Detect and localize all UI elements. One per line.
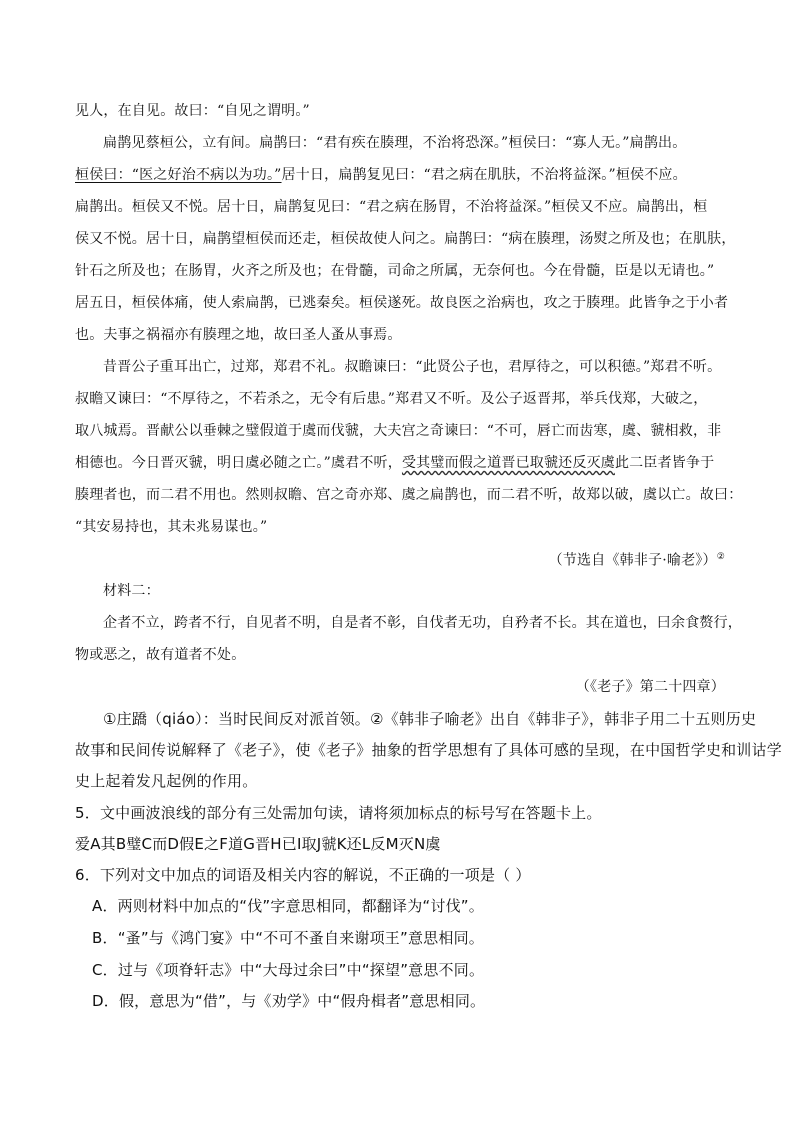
- material2-line-2: 物或恶之，故有道者不处。: [75, 647, 246, 663]
- question-6-option-c: C．过与《项脊轩志》中“大母过余曰”中“探望”意思不同。: [92, 961, 485, 979]
- material1-line-9: 昔晋公子重耳出亡，过郑，郑君不礼。叔瞻谏曰：“此贤公子也，君厚待之，可以积德。”郑君不听。: [103, 359, 722, 375]
- material1-line-14: “其安易持也，其未兆易谋也。”: [75, 519, 268, 535]
- material1-line-8: 也。夫事之祸福亦有腠理之地，故曰圣人蚤从事焉。: [75, 327, 402, 343]
- question-5-stem: 5．文中画波浪线的部分有三处需加句读，请将须加标点的标号写在答题卡上。: [75, 804, 602, 822]
- source-citation-1: [75, 547, 725, 571]
- underlined-sentence: 桓侯曰：“医之好治不病以为功。”: [75, 167, 282, 183]
- material1-line-3: [75, 165, 725, 185]
- question-6-option-b: B．“蚤”与《鸿门宴》中“不可不蚤自来谢项王”意思相同。: [92, 929, 484, 947]
- wavy-underlined-passage: 受其璧而假之道晋已取虢还反灭虞: [401, 455, 615, 471]
- material1-line-3-rest: 居十日，扁鹊复见曰：“君之病在肌肤，不治将益深。”桓侯不应。: [281, 167, 687, 183]
- material1-line-10: 叔瞻又谏曰：“不厚待之，不若杀之，无令有后患。”郑君又不听。及公子返晋邦，举兵伐郑，大破之，: [75, 391, 708, 407]
- question-5-options: 爱A其B璧C而D假E之F道G晋H已I取J虢K还L反M灭N虞: [75, 835, 441, 853]
- notes-line-3: 史上起着发凡起例的作用。: [75, 772, 258, 790]
- material1-line-6: 针石之所及也；在肠胃，火齐之所及也；在骨髓，司命之所属，无奈何也。今在骨髓，臣是以无请也。”: [75, 263, 715, 279]
- material1-line-5: 侯又不悦。居十日，扁鹊望桓侯而还走，桓侯故使人问之。扁鹊曰：“病在腠理，汤熨之所及也；在肌肤，: [75, 231, 736, 247]
- material2-line-1: 企者不立，跨者不行，自见者不明，自是者不彰，自伐者无功，自矜者不长。其在道也，曰余食赘行，: [103, 615, 742, 631]
- source-citation-2: （《老子》第二十四章）: [575, 679, 725, 695]
- material1-line-4: 扁鹊出。桓侯又不悦。居十日，扁鹊复见曰：“君之病在肠胃，不治将益深。”桓侯又不应。扁鹊出，桓: [75, 199, 708, 215]
- material1-line-2: 扁鹊见蔡桓公，立有间。扁鹊曰：“君有疾在腠理，不治将恐深。”桓侯曰：“寡人无。”扁鹊出。: [103, 135, 687, 151]
- material1-line-11: 取八城焉。晋献公以垂棘之璧假道于虞而伐虢，大夫宫之奇谏曰：“不可，唇亡而齿寒，虞、虢相救，非: [75, 423, 722, 439]
- source-text: （节选自《韩非子·喻老》）: [548, 552, 717, 569]
- notes-line-1: ①庄蹻（qiáo）：当时民间反对派首领。②《韩非子喻老》出自《韩非子》，韩非子用二十五则历史: [103, 710, 757, 728]
- question-6-option-d: D．假，意思为“借”，与《劝学》中“假舟楫者”意思相同。: [92, 992, 486, 1010]
- material1-line-12-start: 相德也。今日晋灭虢，明日虞必随之亡。”虞君不听，: [75, 455, 402, 471]
- material1-line-13: 腠理者也，而二君不用也。然则叔瞻、宫之奇亦郑、虞之扁鹊也，而二君不听，故郑以破，虞以亡。故曰：: [75, 487, 743, 503]
- question-6-stem: 6．下列对文中加点的词语及相关内容的解说，不正确的一项是（ ）: [75, 866, 531, 884]
- material1-line-1: 见人，在自见。故曰：“自见之谓明。”: [75, 103, 310, 119]
- material2-heading: 材料二：: [103, 583, 160, 599]
- question-6-option-a: A．两则材料中加点的“伐”字意思相同，都翻译为“讨伐”。: [92, 897, 484, 915]
- footnote-marker: ②: [716, 552, 725, 562]
- material1-line-12: [75, 453, 725, 473]
- notes-line-2: 故事和民间传说解释了《老子》，使《老子》抽象的哲学思想有了具体可感的呈现，在中国哲学史和训诂学: [75, 741, 782, 759]
- material1-line-12-end: 此二臣者皆争于: [614, 455, 715, 471]
- material1-line-7: 居五日，桓侯体痛，使人索扁鹊，已逃秦矣。桓侯遂死。故良医之治病也，攻之于腠理。此皆争之于小者: [75, 295, 729, 311]
